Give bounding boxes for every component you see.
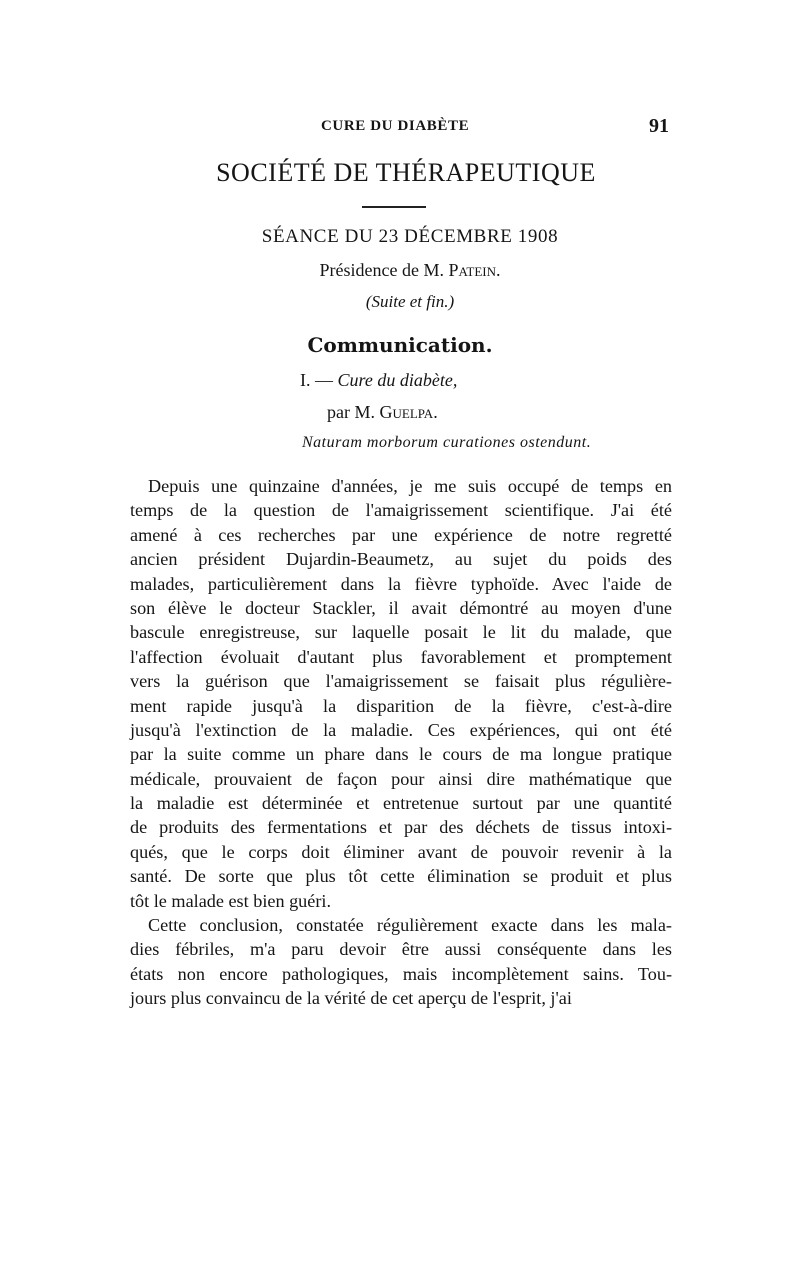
text-line: malades, particulièrement dans la fièvre typhoïde. Avec l'aide de bbox=[130, 573, 672, 594]
text-line: la maladie est déterminée et entretenue surtout par une quantité bbox=[130, 793, 672, 814]
text-line: dies fébriles, m'a paru devoir être aussi conséquente dans les bbox=[130, 939, 672, 960]
session-date: SÉANCE DU 23 DÉCEMBRE 1908 bbox=[261, 226, 559, 247]
text-line: médicale, prouvaient de façon pour ainsi dire mathématique que bbox=[130, 768, 672, 789]
text-line: son élève le docteur Stackler, il avait démontré au moyen d'une bbox=[130, 597, 672, 618]
article-title-line bbox=[300, 370, 457, 391]
text-line: Cette conclusion, constatée régulièrement exacte dans les mala- bbox=[148, 915, 672, 936]
society-title: SOCIÉTÉ DE THÉRAPEUTIQUE bbox=[216, 158, 596, 187]
title-rule bbox=[362, 206, 426, 208]
text-line: tôt le malade est bien guéri. bbox=[130, 890, 332, 911]
president-name: Patein. bbox=[448, 260, 501, 280]
text-line: ancien président Dujardin-Beaumetz, au sujet du poids des bbox=[130, 549, 672, 570]
body-text bbox=[130, 474, 672, 1011]
text-line: ment rapide jusqu'à la disparition de la fièvre, c'est-à-dire bbox=[130, 695, 672, 716]
epigraph: Naturam morborum curationes ostendunt. bbox=[302, 434, 592, 451]
paragraph bbox=[130, 913, 672, 1011]
text-line: jours plus convaincu de la vérité de cet aperçu de l'esprit, j'ai bbox=[130, 988, 572, 1009]
text-line: santé. De sorte que plus tôt cette élimination se produit et plus bbox=[130, 866, 672, 887]
presidency-line bbox=[0, 260, 800, 281]
article-author-line bbox=[327, 402, 438, 423]
text-line: jusqu'à l'extinction de la maladie. Ces expériences, qui ont été bbox=[130, 719, 672, 740]
communication-heading: Communication. bbox=[307, 333, 493, 357]
text-line: de produits des fermentations et par des déchets de tissus intoxi- bbox=[130, 817, 672, 838]
article-title: Cure du diabète, bbox=[337, 370, 458, 390]
text-line: temps de la question de l'amaigrissement scientifique. J'ai été bbox=[130, 500, 672, 521]
text-line: Depuis une quinzaine d'années, je me suis occupé de temps en bbox=[148, 476, 672, 496]
article-number: I. — bbox=[300, 370, 333, 390]
page-number: 91 bbox=[649, 115, 669, 137]
text-line: états non encore pathologiques, mais incomplètement sains. Tou- bbox=[130, 963, 672, 984]
presidency-prefix: Présidence de M. bbox=[319, 260, 444, 280]
continuation-note: (Suite et fin.) bbox=[365, 292, 455, 311]
text-line: amené à ces recherches par une expérience de notre regretté bbox=[130, 524, 672, 545]
text-line: bascule enregistreuse, sur laquelle posait le lit du malade, que bbox=[130, 622, 672, 643]
text-line: par la suite comme un phare dans le cours de ma longue pratique bbox=[130, 744, 672, 765]
text-line: qués, que le corps doit éliminer avant de pouvoir revenir à la bbox=[130, 841, 672, 862]
running-header bbox=[0, 115, 800, 140]
text-line: l'affection évoluait d'autant plus favorablement et promptement bbox=[130, 646, 672, 667]
author-prefix: par M. bbox=[327, 402, 375, 422]
running-title: CURE DU DIABÈTE bbox=[321, 118, 470, 134]
author-name: Guelpa. bbox=[379, 402, 438, 422]
text-line: vers la guérison que l'amaigrissement se faisait plus régulière- bbox=[130, 671, 672, 692]
paragraph bbox=[130, 474, 672, 913]
